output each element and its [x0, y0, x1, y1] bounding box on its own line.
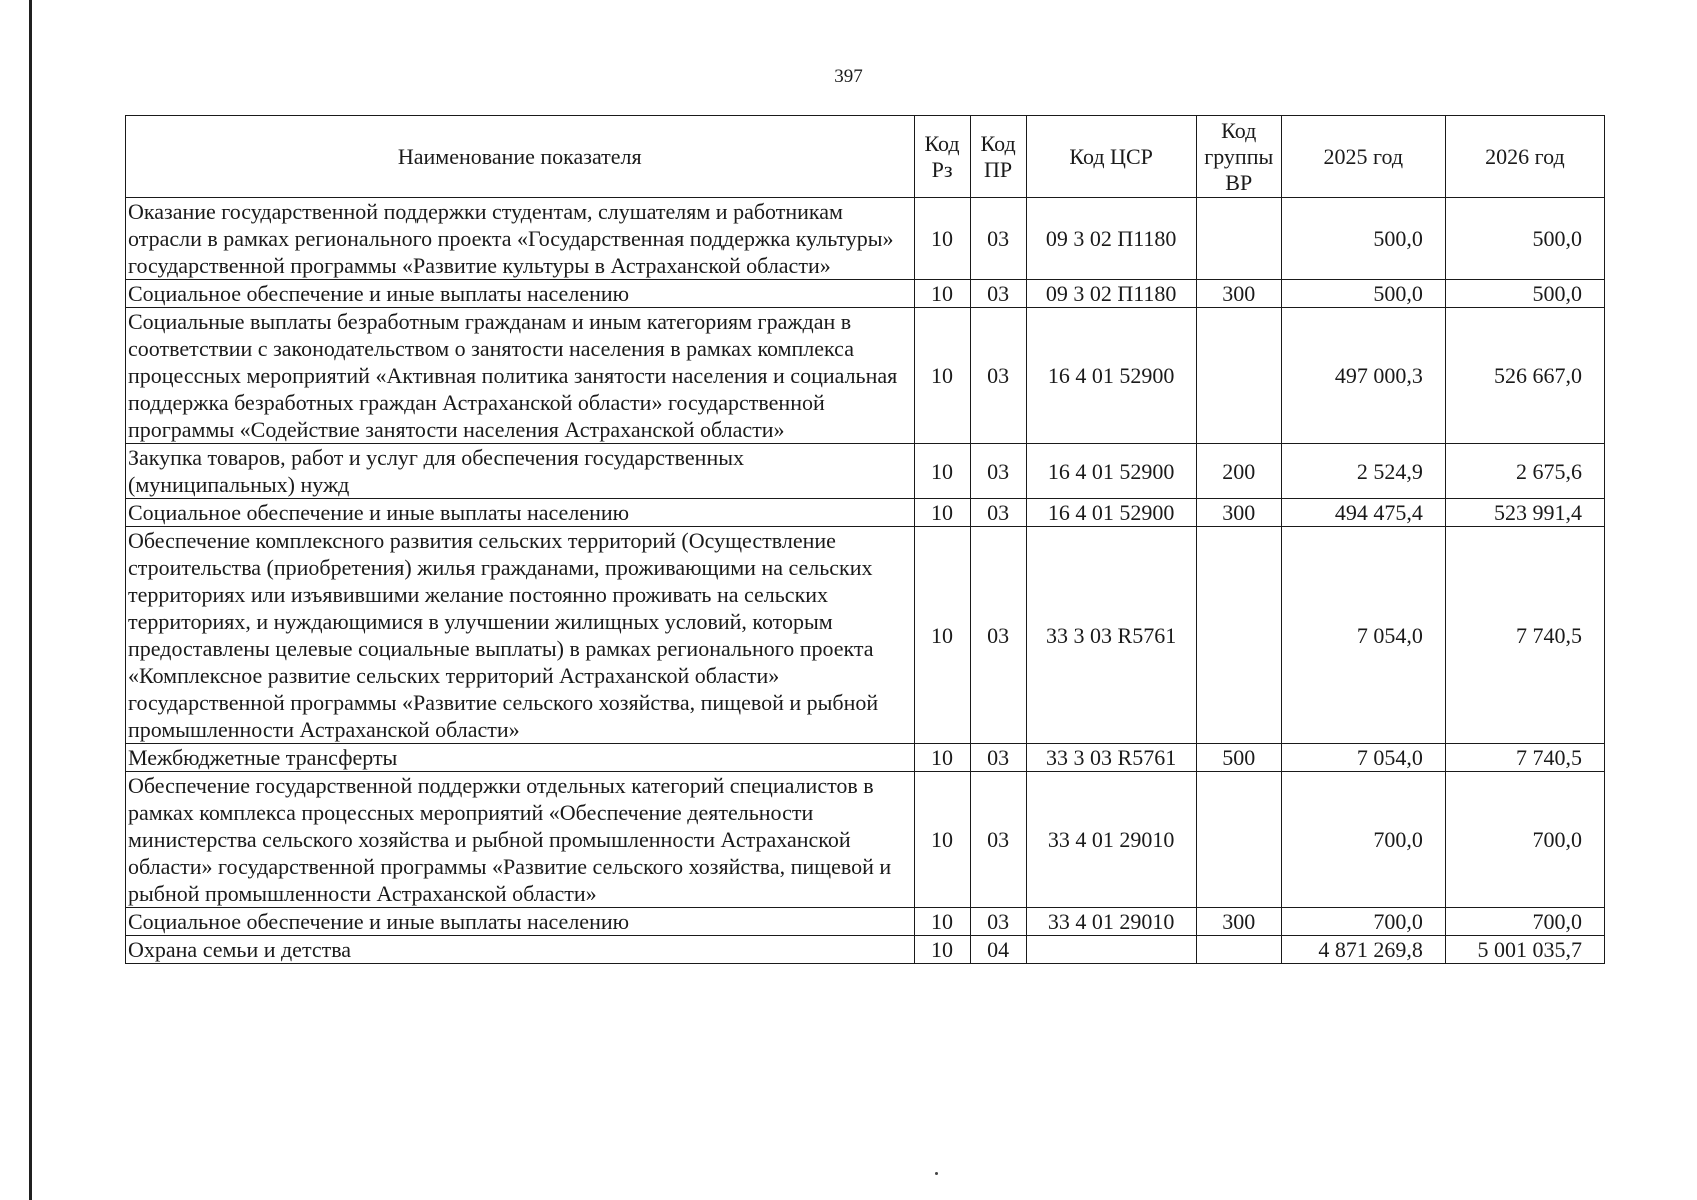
row-csr: 09 3 02 П1180 [1026, 280, 1196, 308]
row-csr: 16 4 01 52900 [1026, 308, 1196, 444]
table-row [126, 280, 1605, 308]
row-rz: 10 [914, 936, 970, 964]
row-csr [1026, 936, 1196, 964]
table-row [126, 772, 1605, 908]
row-2025: 700,0 [1281, 772, 1445, 908]
header-code-csr: Код ЦСР [1026, 116, 1196, 198]
row-2026: 500,0 [1445, 280, 1604, 308]
row-2025: 500,0 [1281, 198, 1445, 280]
row-vr [1196, 936, 1281, 964]
row-rz: 10 [914, 772, 970, 908]
row-pr: 03 [970, 499, 1026, 527]
header-name: Наименование показателя [126, 116, 915, 198]
row-pr: 03 [970, 744, 1026, 772]
row-name: Закупка товаров, работ и услуг для обеспечения государственных (муниципальных) нужд [126, 444, 915, 499]
row-name: Социальное обеспечение и иные выплаты населению [126, 499, 915, 527]
row-pr: 03 [970, 198, 1026, 280]
table-row [126, 527, 1605, 744]
row-vr: 500 [1196, 744, 1281, 772]
row-pr: 03 [970, 908, 1026, 936]
row-vr: 300 [1196, 280, 1281, 308]
row-pr: 04 [970, 936, 1026, 964]
row-name: Социальное обеспечение и иные выплаты населению [126, 280, 915, 308]
row-2026: 523 991,4 [1445, 499, 1604, 527]
row-vr [1196, 308, 1281, 444]
header-year-2025: 2025 год [1281, 116, 1445, 198]
row-rz: 10 [914, 280, 970, 308]
row-name: Обеспечение комплексного развития сельских территорий (Осуществление строительства (приобретения) жилья гражданами, проживающими на сельских территориях или изъявившими желание постоянно проживать на сельских территориях, и нуждающимися в улучшении жилищных условий, которым предоставлены целевые социальные выплаты) в рамках регионального проекта «Комплексное развитие сельских территорий Астраханской области» государственной программы «Развитие сельского хозяйства, пищевой и рыбной промышленности Астраханской области» [126, 527, 915, 744]
row-csr: 16 4 01 52900 [1026, 444, 1196, 499]
table-row [126, 744, 1605, 772]
row-vr: 300 [1196, 908, 1281, 936]
row-2025: 494 475,4 [1281, 499, 1445, 527]
row-vr: 300 [1196, 499, 1281, 527]
row-2026: 500,0 [1445, 198, 1604, 280]
header-year-2026: 2026 год [1445, 116, 1604, 198]
table-header-row [126, 116, 1605, 198]
table-row [126, 444, 1605, 499]
row-rz: 10 [914, 908, 970, 936]
row-2025: 700,0 [1281, 908, 1445, 936]
row-name: Оказание государственной поддержки студентам, слушателям и работникам отрасли в рамках регионального проекта «Государственная поддержка культуры» государственной программы «Развитие культуры в Астраханской области» [126, 198, 915, 280]
row-csr: 33 4 01 29010 [1026, 772, 1196, 908]
page-number: 397 [834, 66, 863, 87]
scan-speck [935, 1172, 938, 1175]
row-name: Охрана семьи и детства [126, 936, 915, 964]
row-2026: 7 740,5 [1445, 744, 1604, 772]
row-csr: 16 4 01 52900 [1026, 499, 1196, 527]
table-row [126, 499, 1605, 527]
row-pr: 03 [970, 527, 1026, 744]
row-2026: 700,0 [1445, 908, 1604, 936]
header-code-vr: Код группы ВР [1196, 116, 1281, 198]
row-2025: 7 054,0 [1281, 527, 1445, 744]
row-name: Обеспечение государственной поддержки отдельных категорий специалистов в рамках комплекса процессных мероприятий «Обеспечение деятельности министерства сельского хозяйства и рыбной промышленности Астраханской области» государственной программы «Развитие сельского хозяйства, пищевой и рыбной промышленности Астраханской области» [126, 772, 915, 908]
row-2026: 700,0 [1445, 772, 1604, 908]
table-row [126, 908, 1605, 936]
row-pr: 03 [970, 772, 1026, 908]
row-rz: 10 [914, 308, 970, 444]
row-2025: 2 524,9 [1281, 444, 1445, 499]
row-csr: 33 3 03 R5761 [1026, 744, 1196, 772]
row-name: Межбюджетные трансферты [126, 744, 915, 772]
row-vr [1196, 527, 1281, 744]
row-rz: 10 [914, 744, 970, 772]
budget-table [125, 115, 1605, 964]
binding-edge-line [29, 0, 32, 1200]
header-code-rz: Код Рз [914, 116, 970, 198]
row-pr: 03 [970, 444, 1026, 499]
row-csr: 09 3 02 П1180 [1026, 198, 1196, 280]
table-row [126, 198, 1605, 280]
row-rz: 10 [914, 198, 970, 280]
row-2026: 7 740,5 [1445, 527, 1604, 744]
row-csr: 33 3 03 R5761 [1026, 527, 1196, 744]
row-name: Социальные выплаты безработным гражданам и иным категориям граждан в соответствии с законодательством о занятости населения в рамках комплекса процессных мероприятий «Активная политика занятости населения и социальная поддержка безработных граждан Астраханской области» государственной программы «Содействие занятости населения Астраханской области» [126, 308, 915, 444]
row-pr: 03 [970, 280, 1026, 308]
row-csr: 33 4 01 29010 [1026, 908, 1196, 936]
row-2025: 500,0 [1281, 280, 1445, 308]
row-2025: 7 054,0 [1281, 744, 1445, 772]
row-rz: 10 [914, 499, 970, 527]
row-vr: 200 [1196, 444, 1281, 499]
row-2026: 2 675,6 [1445, 444, 1604, 499]
row-rz: 10 [914, 527, 970, 744]
row-2026: 526 667,0 [1445, 308, 1604, 444]
row-2025: 497 000,3 [1281, 308, 1445, 444]
table-row [126, 308, 1605, 444]
header-code-pr: Код ПР [970, 116, 1026, 198]
row-vr [1196, 198, 1281, 280]
row-pr: 03 [970, 308, 1026, 444]
row-2025: 4 871 269,8 [1281, 936, 1445, 964]
row-rz: 10 [914, 444, 970, 499]
row-name: Социальное обеспечение и иные выплаты населению [126, 908, 915, 936]
row-2026: 5 001 035,7 [1445, 936, 1604, 964]
table-row [126, 936, 1605, 964]
row-vr [1196, 772, 1281, 908]
